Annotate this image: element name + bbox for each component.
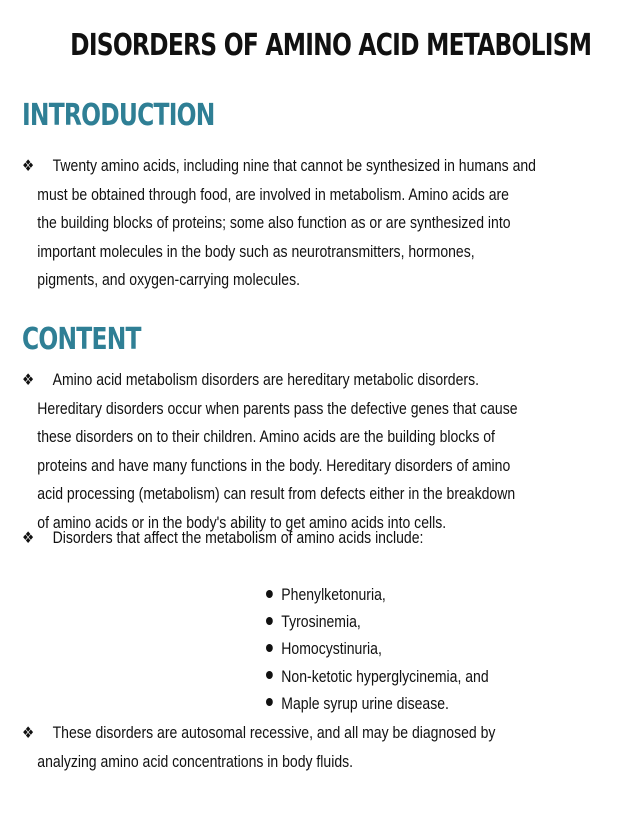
bullet-dot-icon bbox=[266, 644, 273, 652]
bullet-dot-icon bbox=[266, 617, 273, 625]
list-item-text: Tyrosinemia, bbox=[281, 613, 361, 632]
content-line: proteins and have many functions in the body. Hereditary disorders of amino bbox=[37, 456, 511, 475]
bullet-dot-icon bbox=[266, 671, 273, 679]
content-paragraph-1 bbox=[22, 366, 622, 537]
list-item bbox=[266, 582, 489, 609]
disorders-list bbox=[266, 582, 528, 718]
introduction-line bbox=[22, 152, 536, 181]
introduction-line: pigments, and oxygen-carrying molecules. bbox=[37, 271, 301, 289]
content-paragraph-2 bbox=[22, 524, 622, 553]
introduction-line: must be obtained through food, are involved in metabolism. Amino acids are bbox=[37, 185, 509, 204]
list-item bbox=[266, 691, 489, 718]
content-heading: CONTENT bbox=[22, 322, 141, 357]
content-line: of amino acids or in the body's ability to get amino acids into cells. bbox=[37, 513, 447, 532]
list-item bbox=[266, 664, 489, 691]
diamond-bullet-icon: ❖ bbox=[22, 370, 35, 389]
content-line: these disorders on to their children. Amino acids are the building blocks of bbox=[37, 428, 495, 446]
content-line: analyzing amino acid concentrations in body fluids. bbox=[37, 752, 354, 771]
list-item-text: Non-ketotic hyperglycinemia, and bbox=[281, 667, 489, 686]
introduction-line: important molecules in the body such as neurotransmitters, hormones, bbox=[37, 242, 475, 261]
document-title: DISORDERS OF AMINO ACID METABOLISM bbox=[70, 28, 592, 63]
diamond-bullet-icon: ❖ bbox=[22, 156, 35, 175]
content-line-text: Disorders that affect the metabolism of amino acids include: bbox=[52, 529, 424, 547]
diamond-bullet-icon: ❖ bbox=[22, 528, 35, 547]
content-line bbox=[22, 366, 532, 395]
list-item-text: Homocystinuria, bbox=[281, 640, 382, 659]
content-line: acid processing (metabolism) can result from defects either in the breakdown bbox=[37, 485, 516, 503]
introduction-paragraph bbox=[22, 152, 622, 295]
introduction-heading: INTRODUCTION bbox=[22, 98, 215, 133]
diamond-bullet-icon: ❖ bbox=[22, 723, 35, 742]
list-item-text: Phenylketonuria, bbox=[281, 586, 386, 604]
content-paragraph-3 bbox=[22, 719, 622, 776]
content-line-text: These disorders are autosomal recessive, and all may be diagnosed by bbox=[52, 724, 496, 742]
bullet-dot-icon bbox=[266, 590, 273, 598]
list-item bbox=[266, 609, 489, 636]
content-line bbox=[22, 524, 532, 553]
bullet-dot-icon bbox=[266, 698, 273, 706]
content-line-text: Amino acid metabolism disorders are hereditary metabolic disorders. bbox=[52, 371, 479, 389]
list-item-text: Maple syrup urine disease. bbox=[281, 694, 449, 713]
content-line: Hereditary disorders occur when parents pass the defective genes that cause bbox=[37, 399, 518, 418]
introduction-line: the building blocks of proteins; some also function as or are synthesized into bbox=[37, 214, 511, 232]
introduction-line-text: Twenty amino acids, including nine that cannot be synthesized in humans and bbox=[52, 157, 536, 175]
content-line bbox=[22, 719, 532, 748]
list-item bbox=[266, 636, 489, 663]
